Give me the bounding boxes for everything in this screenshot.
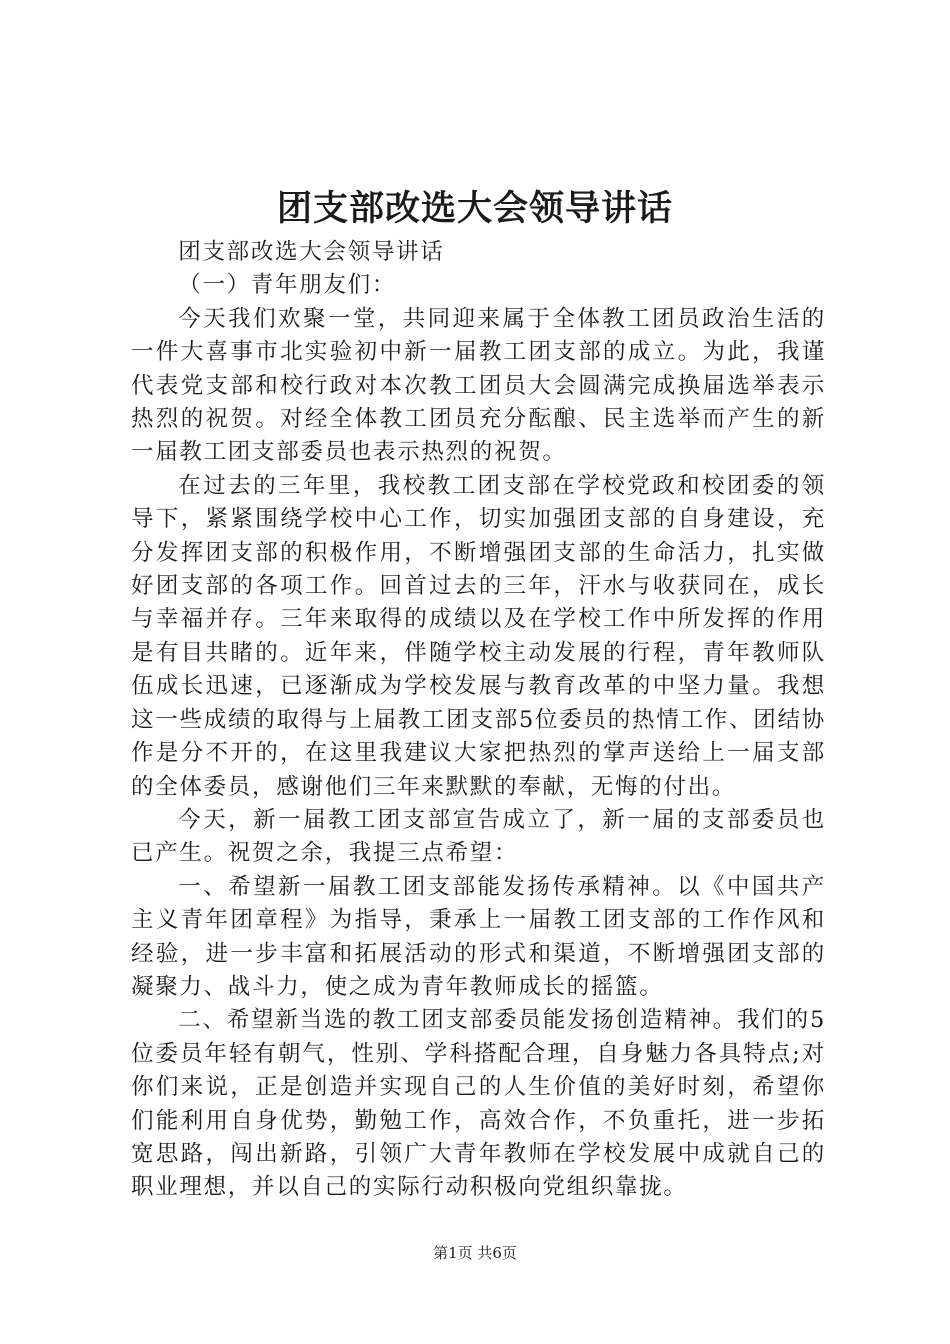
page-number: 第1页 共6页 — [433, 1244, 517, 1262]
document-body — [131, 236, 826, 1205]
paragraph: 今天，新一届教工团支部宣告成立了，新一届的支部委员也已产生。祝贺之余，我提三点希望： — [131, 806, 826, 867]
paragraph: 一、希望新一届教工团支部能发扬传承精神。以《中国共产主义青年团章程》为指导，秉承上一届教工团支部的工作作风和经验，进一步丰富和拓展活动的形式和渠道，不断增强团支部的凝聚力、战斗力，使之成为青年教师成长的摇篮。 — [131, 873, 826, 1000]
paragraph: 在过去的三年里，我校教工团支部在学校党政和校团委的领导下，紧紧围绕学校中心工作，切实加强团支部的自身建设，充分发挥团支部的积极作用，不断增强团支部的生命活力，扎实做好团支部的各项工作。回首过去的三年，汗水与收获同在，成长与幸福并存。三年来取得的成绩以及在学校工作中所发挥的作用是有目共睹的。近年来，伴随学校主动发展的行程，青年教师队伍成长迅速，已逐渐成为学校发展与教育改革的中坚力量。我想这一些成绩的取得与上届教工团支部5位委员的热情工作、团结协作是分不开的，在这里我建议大家把热烈的掌声送给上一届支部的全体委员，感谢他们三年来默默的奉献，无悔的付出。 — [131, 472, 826, 800]
document-title: 团支部改选大会领导讲话 — [276, 188, 673, 229]
paragraph-heading: 团支部改选大会领导讲话 — [178, 239, 445, 265]
paragraph-salutation: （一）青年朋友们： — [178, 272, 397, 299]
paragraph: 今天我们欢聚一堂，共同迎来属于全体教工团员政治生活的一件大喜事市北实验初中新一届教工团支部的成立。为此，我谨代表党支部和校行政对本次教工团员大会圆满完成换届选举表示热烈的祝贺。对经全体教工团员充分酝酿、民主选举而产生的新一届教工团支部委员也表示热烈的祝贺。 — [131, 305, 826, 466]
paragraph: 二、希望新当选的教工团支部委员能发扬创造精神。我们的5位委员年轻有朝气，性别、学科搭配合理，自身魅力各具特点;对你们来说，正是创造并实现自己的人生价值的美好时刻，希望你们能利用自身优势，勤勉工作，高效合作，不负重托，进一步拓宽思路，闯出新路，引领广大青年教师在学校发展中成就自己的职业理想，并以自己的实际行动积极向党组织靠拢。 — [131, 1007, 826, 1201]
